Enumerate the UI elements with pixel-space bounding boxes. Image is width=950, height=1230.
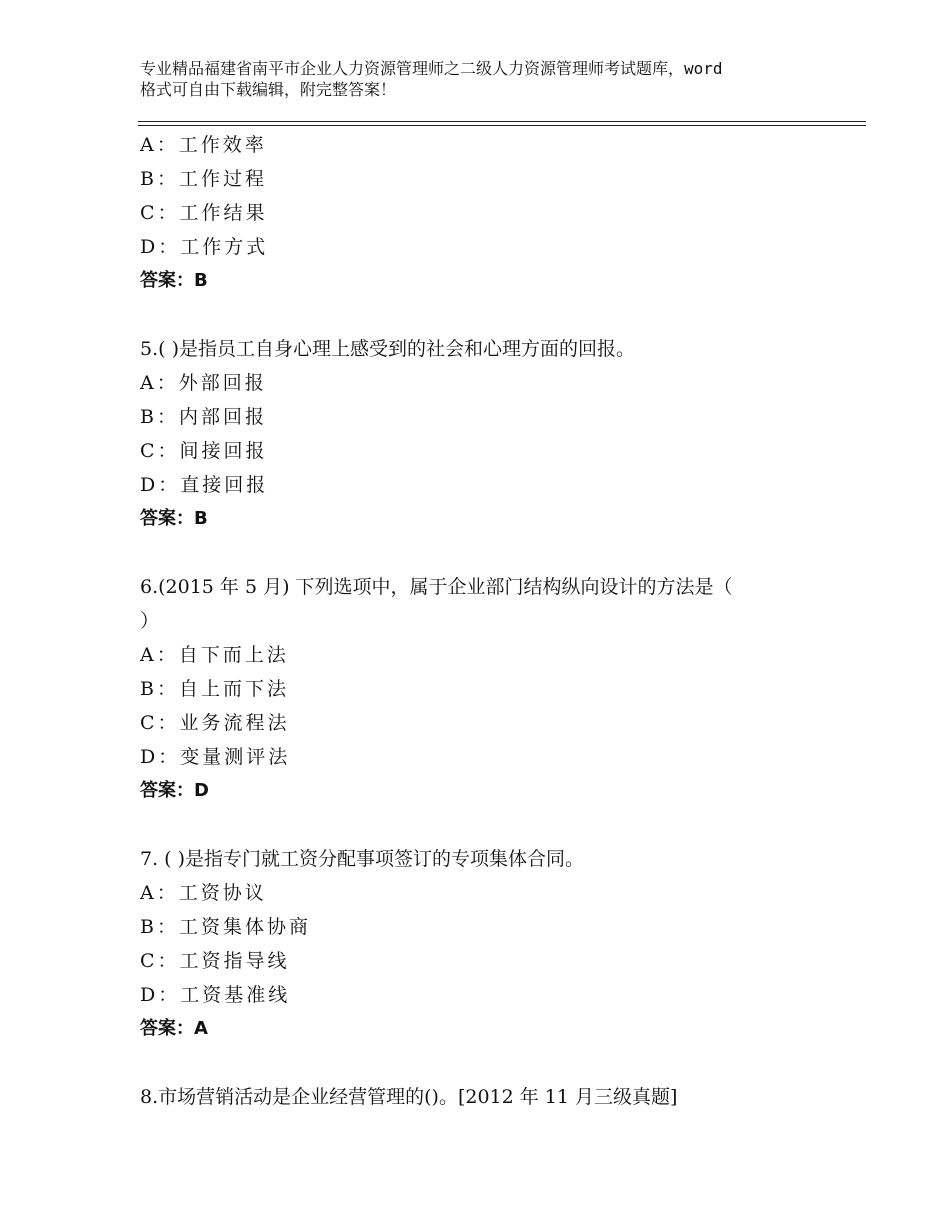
answer-line xyxy=(140,1012,830,1046)
header-rule-bottom xyxy=(138,125,866,126)
header-line-1: 专业精品福建省南平市企业人力资源管理师之二级人力资源管理师考试题库，word xyxy=(140,59,723,78)
question-text-line-1: 6.(2015 年 5 月) 下列选项中，属于企业部门结构纵向设计的方法是（ xyxy=(140,576,733,598)
spacer xyxy=(140,1046,830,1080)
answer-label: 答案： xyxy=(140,270,194,291)
option-d: D：工资基准线 xyxy=(140,984,291,1006)
option-c: C：工资指导线 xyxy=(140,950,290,972)
answer-value: B xyxy=(194,270,208,291)
answer-label: 答案： xyxy=(140,508,194,529)
spacer xyxy=(140,536,830,570)
option-d: D：变量测评法 xyxy=(140,746,291,768)
question-block-6 xyxy=(140,570,830,808)
question-text: 5.( )是指员工自身心理上感受到的社会和心理方面的回报。 xyxy=(140,338,635,360)
option-c: C：工作结果 xyxy=(140,202,268,224)
answer-line xyxy=(140,264,830,298)
question-text: 8.市场营销活动是企业经营管理的()。[2012 年 11 月三级真题] xyxy=(140,1086,678,1108)
question-text-line-2: ） xyxy=(140,610,160,632)
option-d: D：直接回报 xyxy=(140,474,269,496)
answer-line xyxy=(140,774,830,808)
option-a: A：自下而上法 xyxy=(140,644,289,666)
option-b: B：工作过程 xyxy=(140,168,267,190)
answer-value: D xyxy=(194,780,209,801)
spacer xyxy=(140,298,830,332)
option-d: D：工作方式 xyxy=(140,236,269,258)
option-a: A：工资协议 xyxy=(140,882,267,904)
header-rule-top xyxy=(138,121,866,122)
option-c: C：间接回报 xyxy=(140,440,268,462)
question-block-prev xyxy=(140,128,830,298)
answer-label: 答案： xyxy=(140,780,194,801)
page-header xyxy=(140,58,840,100)
spacer xyxy=(140,808,830,842)
option-b: B：内部回报 xyxy=(140,406,267,428)
question-block-8 xyxy=(140,1080,830,1114)
question-block-5 xyxy=(140,332,830,536)
option-b: B：自上而下法 xyxy=(140,678,289,700)
option-c: C：业务流程法 xyxy=(140,712,290,734)
option-b: B：工资集体协商 xyxy=(140,916,311,938)
option-a: A：工作效率 xyxy=(140,134,267,156)
question-list xyxy=(140,128,830,1114)
answer-label: 答案： xyxy=(140,1018,194,1039)
question-text: 7. ( )是指专门就工资分配事项签订的专项集体合同。 xyxy=(140,848,585,870)
question-block-7 xyxy=(140,842,830,1046)
option-a: A：外部回报 xyxy=(140,372,267,394)
answer-value: A xyxy=(194,1018,208,1039)
header-line-2: 格式可自由下载编辑，附完整答案！ xyxy=(140,80,397,99)
answer-value: B xyxy=(194,508,208,529)
answer-line xyxy=(140,502,830,536)
